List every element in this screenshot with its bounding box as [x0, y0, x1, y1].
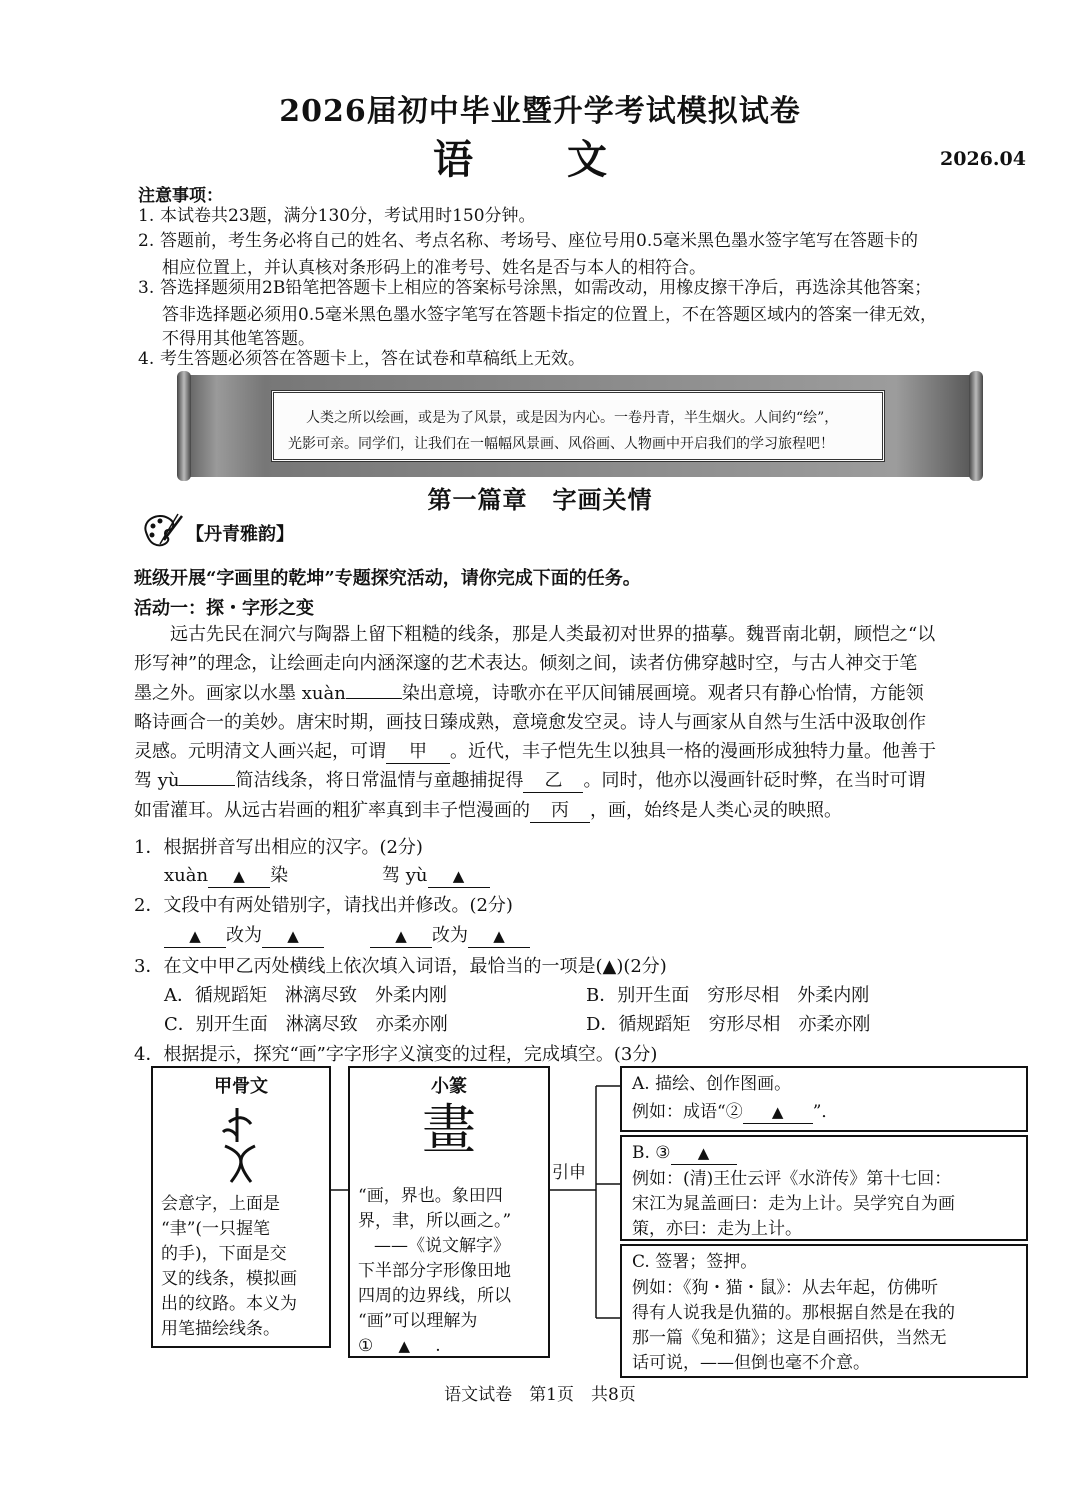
note-2: 2. 答题前，考生务必将自己的姓名、考点名称、考场号、座位号用0.5毫米黑色墨水签字笔写在答题卡的	[138, 231, 919, 251]
q2-stem: 2．文段中有两处错别字，请找出并修改。(2分)	[134, 895, 513, 916]
blank-yu[interactable]	[179, 785, 235, 786]
xiaozhuan-text: “画，界也。象田四 界，聿，所以画之。” ——《说文解字》 下半部分字形像田地 四周的边界线，所以 “画”可以理解为 ① ▲ .	[358, 1186, 512, 1356]
meaning-c-example: 例如：《狗・猫・鼠》：从去年起，仿佛听 得有人说我是仇猫的。那根据自然是在我的 那一篇《兔和猫》；这是自画招供，当然无 话可说，——但倒也毫不介意。	[632, 1278, 955, 1373]
passage-line: 形写神”的理念，让绘画走向内涵深邃的艺术表达。倾刻之间，读者仿佛穿越时空，与古人神交于笔	[134, 653, 918, 675]
q2-blank-wrong-1[interactable]: ▲	[164, 925, 226, 948]
q1-answer-a: xuàn ▲ 染	[164, 865, 289, 886]
xiaozhuan-box	[348, 1066, 550, 1358]
q2-answer-2: ▲ 改为 ▲	[370, 921, 530, 948]
q3-option-c[interactable]: C．别开生面 淋漓尽致 亦柔亦刚	[164, 1014, 448, 1035]
oracle-bone-glyph	[215, 1102, 267, 1188]
passage-line: 略诗画合一的美妙。唐宋时期，画技日臻成熟，意境愈发空灵。诗人与画家从自然与生活中汲取创作	[134, 711, 926, 733]
note-3-cont-2: 不得用其他笔答题。	[162, 329, 315, 349]
exam-title: 2026届初中毕业暨升学考试模拟试卷	[279, 94, 801, 129]
jiaguwen-title: 甲骨文	[214, 1076, 268, 1097]
q3-stem: 3．在文中甲乙丙处横线上依次填入词语，最恰当的一项是(▲)(2分)	[134, 956, 667, 977]
xiaozhuan-title: 小篆	[431, 1076, 467, 1097]
q3-option-d[interactable]: D．循规蹈矩 穷形尽相 亦柔亦刚	[586, 1014, 871, 1035]
scroll-line-1: 人类之所以绘画，或是为了风景，或是因为内心。一卷丹青，半生烟火。人间约“绘”，	[306, 410, 839, 426]
passage-line: 驾 yù 简洁线条，将日常温情与童趣捕捉得 乙 。同时，他亦以漫画针砭时弊，在当时可谓	[134, 770, 926, 792]
passage-line: 远古先民在洞穴与陶器上留下粗糙的线条，那是人类最初对世界的描摹。魏晋南北朝，顾恺之“以	[170, 624, 936, 645]
blank-bing[interactable]: 丙	[530, 800, 590, 823]
q2-blank-right-1[interactable]: ▲	[262, 925, 324, 948]
q2-answer-1: ▲ 改为 ▲	[164, 921, 324, 948]
yinshen-label: 引申	[552, 1163, 586, 1183]
notes-heading: 注意事项：	[138, 186, 223, 206]
subject-title: 语 文	[433, 136, 647, 183]
scroll-line-2: 光影可亲。同学们，让我们在一幅幅风景画、风俗画、人物画中开启我们的学习旅程吧！	[288, 436, 834, 452]
task-intro: 班级开展“字画里的乾坤”专题探究活动，请你完成下面的任务。	[134, 568, 641, 589]
blank-jia[interactable]: 甲	[386, 741, 450, 764]
meaning-a-title: A. 描绘、创作图画。	[632, 1074, 792, 1094]
meaning-c-box	[620, 1244, 1028, 1378]
palette-icon	[140, 510, 184, 550]
activity-heading: 活动一：探・字形之变	[134, 598, 314, 619]
q4-blank-1[interactable]: ▲	[373, 1335, 435, 1358]
meaning-a-example: 例如：成语“② ▲ ”．	[632, 1102, 839, 1122]
q1-blank-b[interactable]: ▲	[428, 865, 490, 888]
q4-blank-2[interactable]: ▲	[743, 1101, 813, 1124]
passage-line: 墨之外。画家以水墨 xuàn 染出意境，诗歌亦在平仄间铺展画境。观者只有静心怡情，方能领	[134, 682, 924, 704]
blank-yi[interactable]: 乙	[523, 770, 583, 793]
note-4: 4. 考生答题必须答在答题卡上，答在试卷和草稿纸上无效。	[138, 349, 585, 369]
note-3: 3. 答选择题须用2B铅笔把答题卡上相应的答案标号涂黑，如需改动，用橡皮擦干净后，再选涂其他答案；	[138, 278, 932, 298]
note-2-cont: 相应位置上，并认真核对条形码上的准考号、姓名是否与本人的相符合。	[162, 258, 706, 278]
q2-blank-wrong-2[interactable]: ▲	[370, 925, 432, 948]
note-1: 1. 本试卷共23题，满分130分，考试用时150分钟。	[138, 206, 536, 226]
seal-script-glyph: 畫	[422, 1098, 476, 1161]
meaning-a-box	[620, 1066, 1028, 1132]
meaning-b-title: B. ③ ▲	[632, 1141, 737, 1166]
meaning-b-box	[620, 1135, 1028, 1241]
q3-option-a[interactable]: A．循规蹈矩 淋漓尽致 外柔内刚	[164, 985, 447, 1006]
scroll-banner	[185, 375, 975, 477]
q1-answer-b: 驾 yù ▲	[382, 861, 490, 888]
scroll-roll-right	[969, 371, 983, 481]
jiaguwen-text: 会意字，上面是 “聿”(一只握笔 的手)，下面是交 叉的线条，模拟画 出的纹路。本义为 用笔描绘线条。	[161, 1194, 297, 1339]
meaning-b-example: 例如：(清)王仕云评《水浒传》第十七回： 宋江为晁盖画曰：走为上计。吴学究自为画 策，亦曰：走为上计。	[632, 1169, 955, 1239]
q4-stem: 4．根据提示，探究“画”字字形字义演变的过程，完成填空。(3分)	[134, 1044, 658, 1065]
q1-blank-a[interactable]: ▲	[208, 865, 270, 888]
passage-line: 灵感。元明清文人画兴起，可谓 甲 。近代，丰子恺先生以独具一格的漫画形成独特力量。他善于	[134, 741, 936, 763]
passage	[134, 620, 1029, 825]
note-3-cont-1: 答非选择题必须用0.5毫米黑色墨水签字笔写在答题卡指定的位置上，不在答题区域内的答案一律无效，	[162, 305, 938, 325]
section-heading: 【丹青雅韵】	[186, 524, 294, 545]
q2-blank-right-2[interactable]: ▲	[468, 925, 530, 948]
chapter-title: 第一篇章 字画关情	[427, 485, 653, 514]
jiaguwen-box	[151, 1066, 331, 1348]
passage-line: 如雷灌耳。从远古岩画的粗犷率真到丰子恺漫画的 丙 ，画，始终是人类心灵的映照。	[134, 799, 842, 821]
scroll-roll-left	[177, 371, 191, 481]
scroll-text	[288, 405, 876, 457]
page-footer: 语文试卷 第1页 共8页	[444, 1385, 636, 1405]
scroll-paper	[271, 390, 885, 462]
blank-xuan[interactable]	[346, 698, 402, 699]
meaning-c-title: C. 签署；签押。	[632, 1252, 758, 1272]
q4-blank-3[interactable]: ▲	[671, 1142, 737, 1165]
q3-option-b[interactable]: B．别开生面 穷形尽相 外柔内刚	[586, 985, 870, 1006]
q1-stem: 1．根据拼音写出相应的汉字。(2分)	[134, 837, 423, 858]
exam-date: 2026.04	[940, 148, 1026, 170]
